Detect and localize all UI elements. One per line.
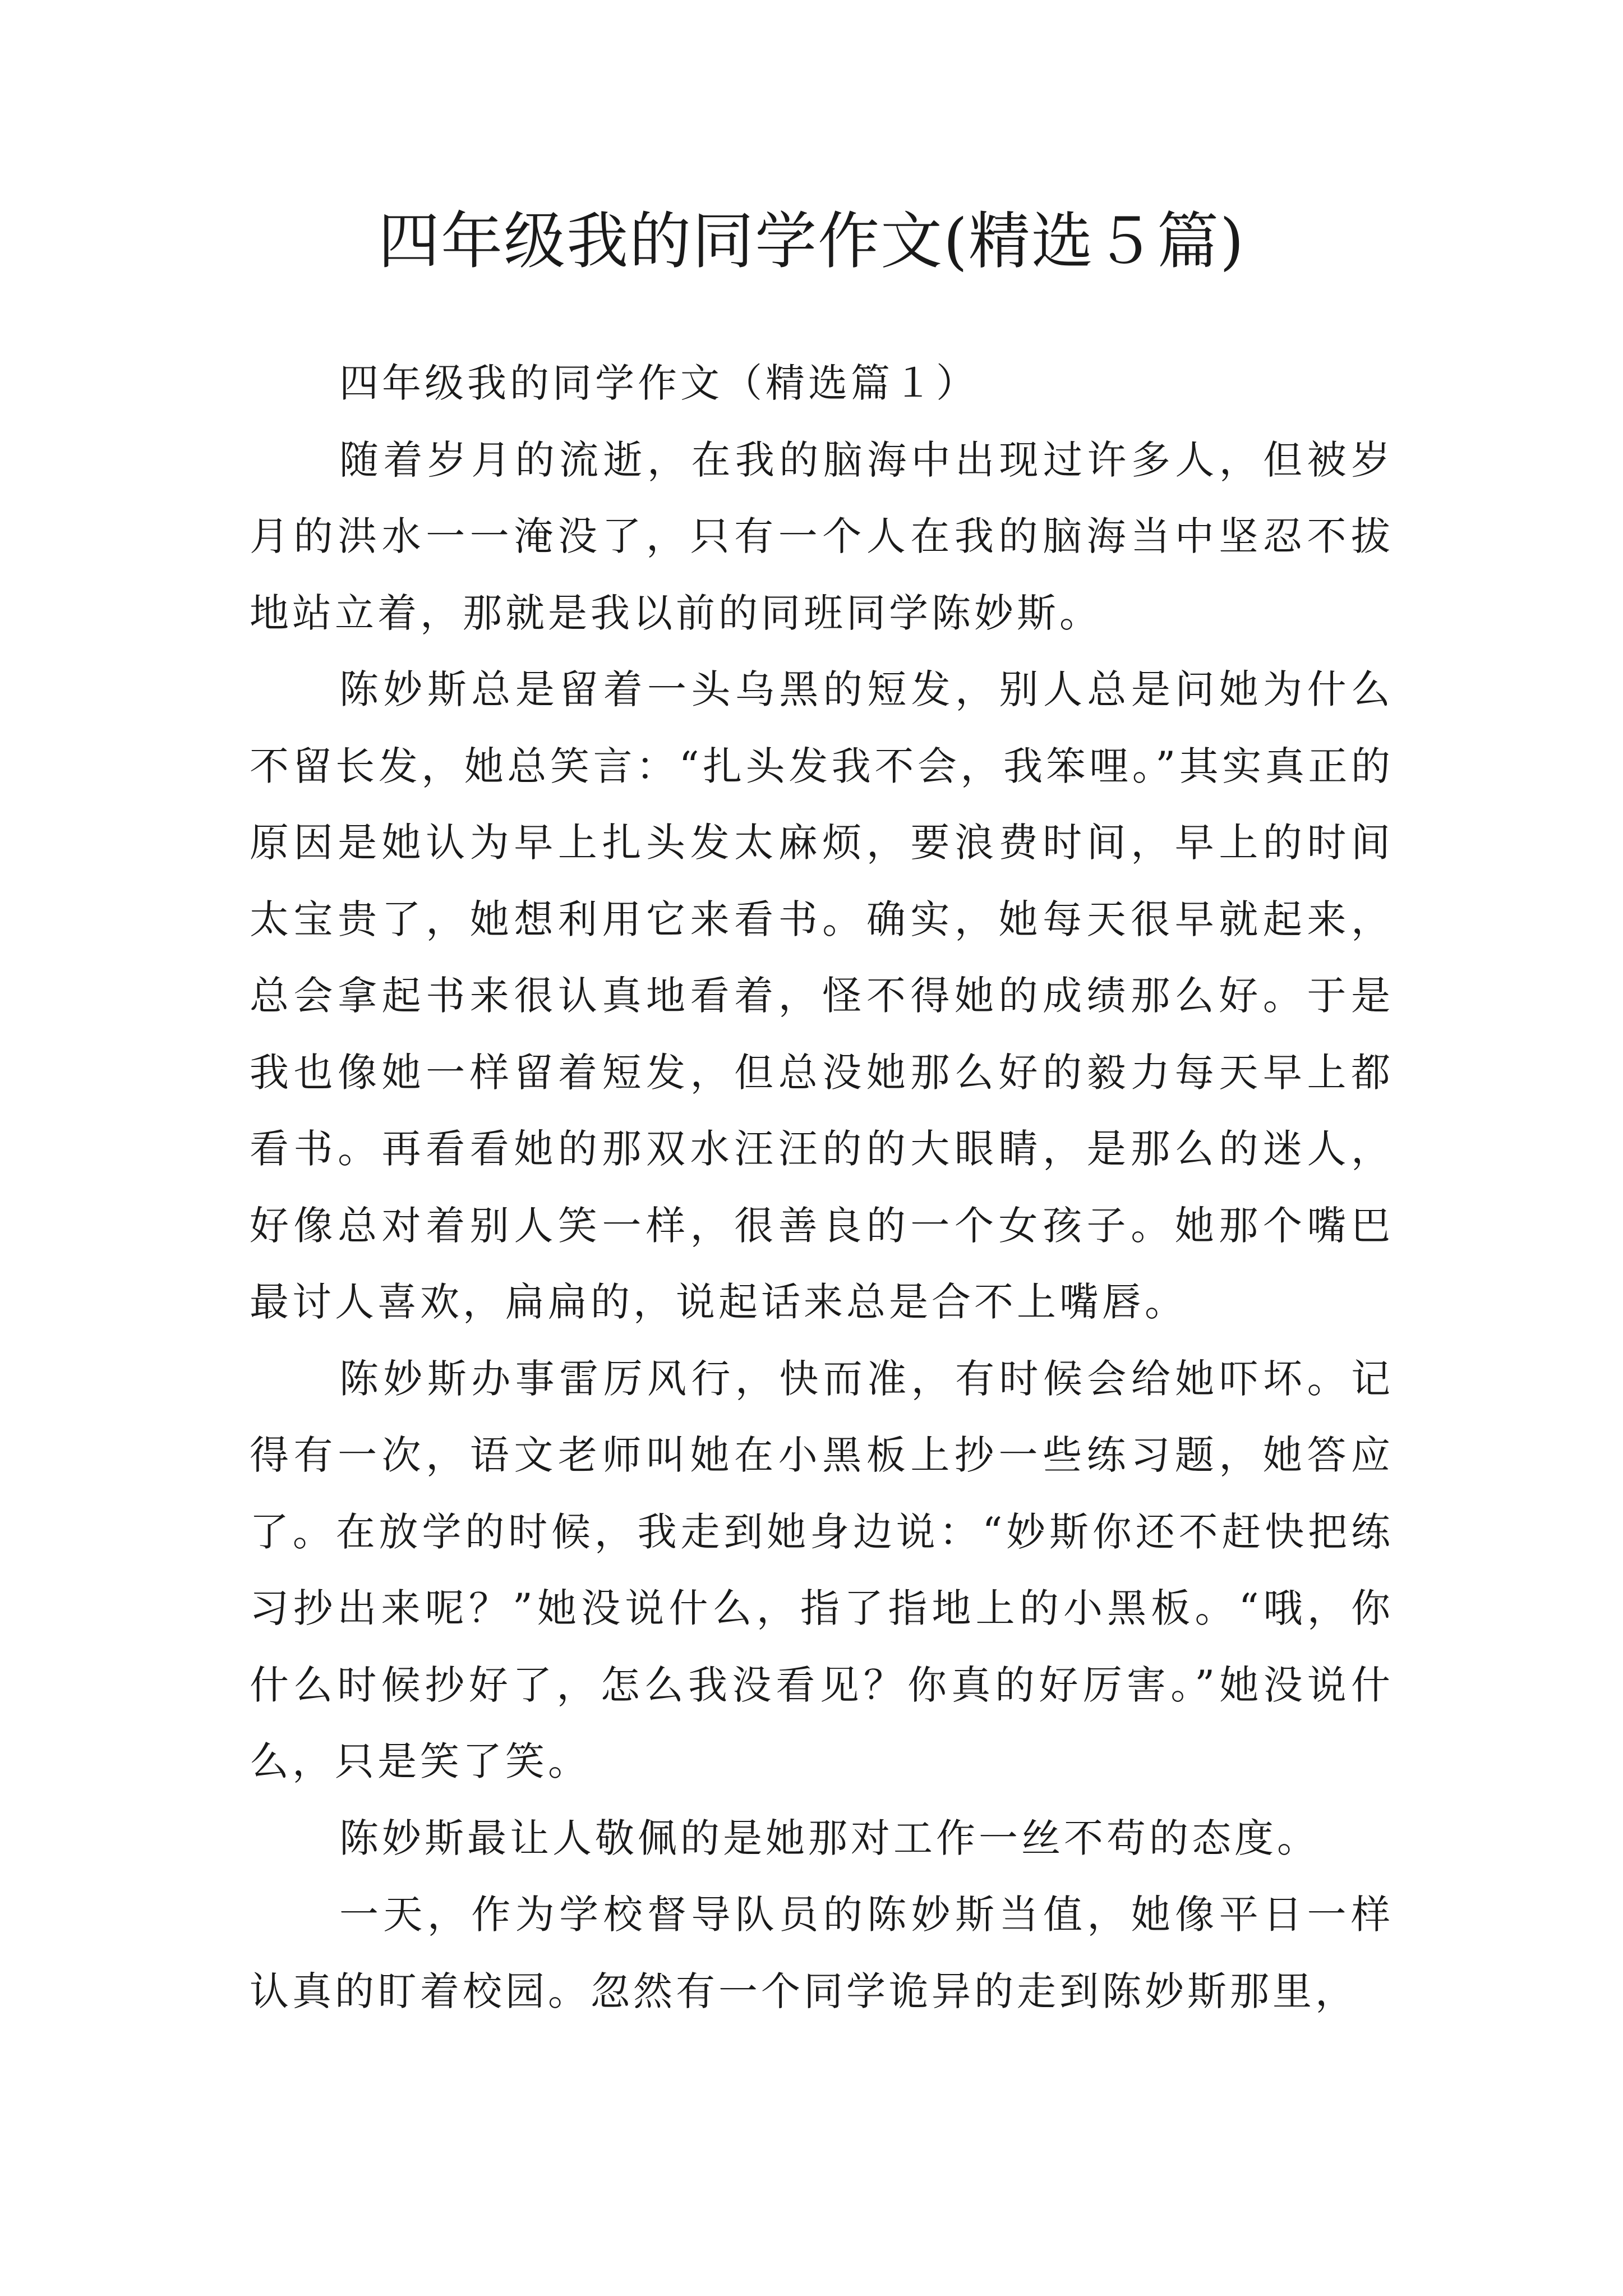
- paragraph-3: 陈妙斯办事雷厉风行，快而准，有时候会给她吓坏。记得有一次，语文老师叫她在小黑板上抄一些练习题，她答应了。在放学的时候，我走到她身边说：“妙斯你还不赶快把练习抄出来呢？”她没说什么，指了指地上的小黑板。“哦，你什么时候抄好了，怎么我没看见？你真的好厉害。”她没说什么，只是笑了笑。: [250, 1355, 1394, 1784]
- paragraph-1: 随着岁月的流逝，在我的脑海中出现过许多人，但被岁月的洪水一一淹没了，只有一个人在我的脑海当中坚忍不拔地站立着，那就是我以前的同班同学陈妙斯。: [250, 436, 1394, 636]
- document-title: 四年级我的同学作文(精选５篇): [378, 205, 1245, 277]
- section-heading: 四年级我的同学作文（精选篇１）: [339, 360, 979, 406]
- paragraph-4: 陈妙斯最让人敬佩的是她那对工作一丝不苟的态度。: [339, 1815, 1320, 1861]
- document-body: [250, 345, 1394, 2030]
- paragraph-5: 一天，作为学校督导队员的陈妙斯当值，她像平日一样认真的盯着校园。忽然有一个同学诡异的走到陈妙斯那里，: [250, 1892, 1394, 2014]
- paragraph-2: 陈妙斯总是留着一头乌黑的短发，别人总是问她为什么不留长发，她总笑言：“扎头发我不会，我笨哩。”其实真正的原因是她认为早上扎头发太麻烦，要浪费时间，早上的时间太宝贵了，她想利用它来看书。确实，她每天很早就起来，总会拿起书来很认真地看着，怪不得她的成绩那么好。于是我也像她一样留着短发，但总没她那么好的毅力每天早上都看书。再看看她的那双水汪汪的的大眼睛，是那么的迷人，好像总对着别人笑一样，很善良的一个女孩子。她那个嘴巴最讨人喜欢，扁扁的，说起话来总是合不上嘴唇。: [250, 666, 1394, 1325]
